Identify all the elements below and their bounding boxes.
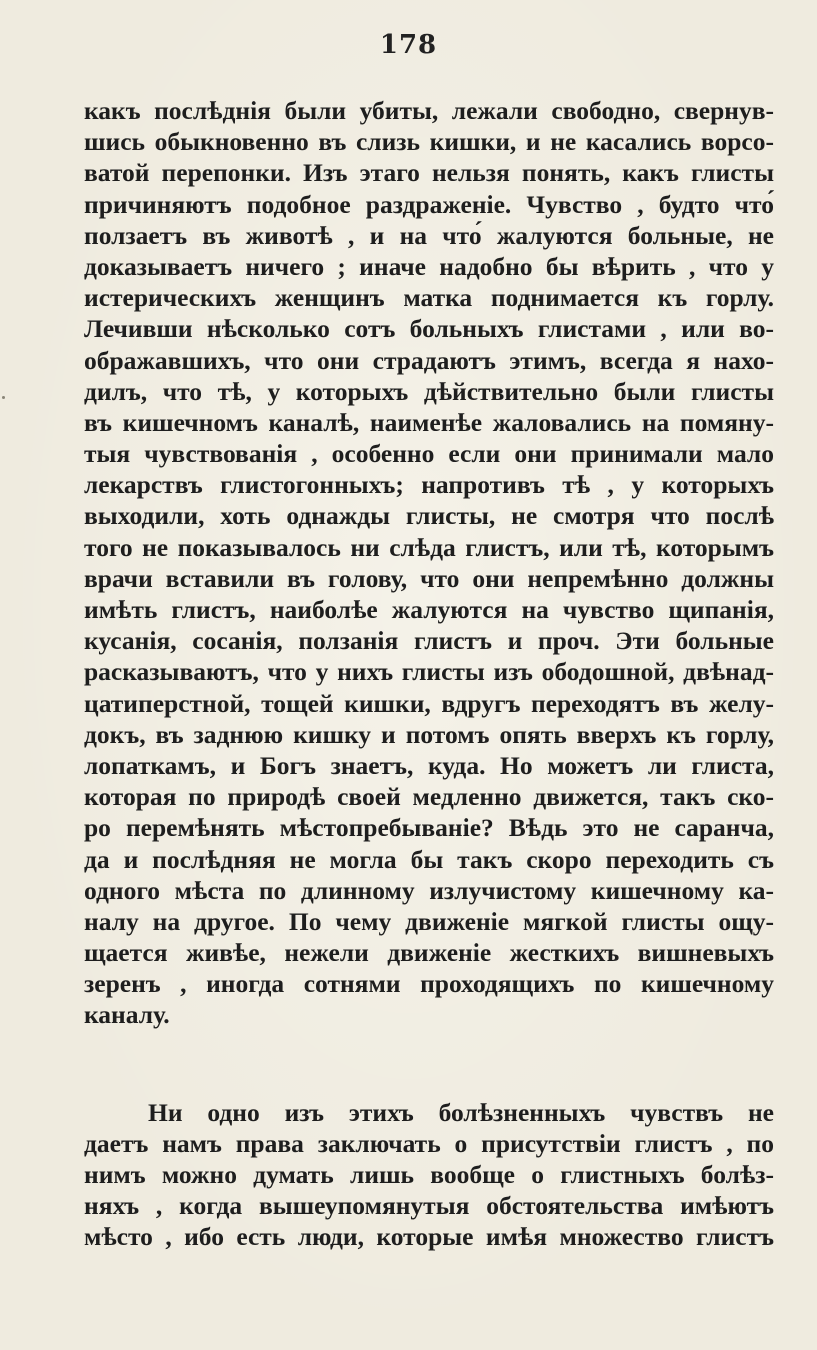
text-line: мѣсто , ибо есть люди, которые имѣя множество глистъ [84, 1222, 774, 1251]
text-line: даетъ намъ права заключать о присутствіи глистъ , по [84, 1129, 774, 1158]
text-line: которая по природѣ своей медленно движется, такъ ско- [84, 782, 774, 812]
text-line: нимъ можно думать лишь вообще о глистныхъ болѣз- [84, 1160, 774, 1189]
text-line: да и послѣдняя не могла бы такъ скоро переходить съ [84, 844, 774, 874]
text-line: причиняютъ подобное раздраженіе. Чувство , будто что́ [84, 189, 774, 219]
text-line: каналу. [84, 1000, 170, 1030]
text-line: налу на другое. По чему движеніе мягкой глисты ощу- [84, 906, 774, 936]
paragraph-2 [84, 1097, 774, 1252]
text-line: какъ послѣднія были убиты, лежали свободно, свернув- [84, 96, 774, 125]
text-line: одного мѣста по длинному излучистому кишечному ка- [84, 875, 774, 905]
text-line: истерическихъ женщинъ матка поднимается къ горлу. [84, 283, 774, 313]
text-line: шись обыкновенно въ слизь кишки, и не касались ворсо- [84, 127, 774, 157]
text-line: ро перемѣнять мѣстопребываніе? Вѣдь это не саранча, [84, 813, 774, 843]
paragraph-1 [84, 95, 774, 1031]
text-line: имѣть глистъ, наиболѣе жалуются на чувство щипанія, [84, 595, 774, 624]
text-line: няхъ , когда вышеупомянутыя обстоятельства имѣютъ [84, 1191, 774, 1220]
text-line: доказываетъ ничего ; иначе надобно бы вѣрить , что у [84, 251, 774, 281]
text-line: Ни одно изъ этихъ болѣзненныхъ чувствъ не [148, 1098, 774, 1127]
text-line: ображавшихъ, что они страдаютъ этимъ, всегда я нахо- [84, 345, 774, 375]
text-line: лекарствъ глистогонныхъ; напротивъ тѣ , у которыхъ [84, 470, 774, 500]
text-line: докъ, въ заднюю кишку и потомъ опять вверхъ къ горлу, [84, 719, 774, 749]
text-line: лопаткамъ, и Богъ знаетъ, куда. Но можетъ ли глиста, [84, 750, 774, 780]
text-line: цатиперстной, тощей кишки, вдругъ переходятъ въ желу- [84, 688, 774, 718]
text-line: кусанія, сосанія, ползанія глистъ и проч. Эти больные [84, 626, 774, 656]
text-line: ватой перепонки. Изъ этаго нельзя понять, какъ глисты [84, 158, 774, 188]
text-line: врачи вставили въ голову, что они непремѣнно должны [84, 563, 774, 593]
text-line: щается живѣе, нежели движеніе жесткихъ вишневыхъ [84, 938, 774, 968]
text-line: дилъ, что тѣ, у которыхъ дѣйствительно были глисты [84, 376, 774, 406]
text-line: Лечивши нѣсколько сотъ больныхъ глистами , или во- [84, 314, 774, 344]
text-line: зеренъ , иногда сотнями проходящихъ по кишечному [84, 969, 774, 999]
text-line: расказываютъ, что у нихъ глисты изъ ободошной, двѣнад- [84, 657, 774, 687]
text-line: выходили, хоть однажды глисты, не смотря что послѣ [84, 501, 774, 531]
page-number: 178 [379, 30, 438, 60]
text-line: тыя чувствованія , особенно если они принимали мало [84, 439, 774, 469]
text-line: ползаетъ въ животѣ , и на что́ жалуются больные, не [84, 220, 774, 250]
margin-speck [2, 396, 5, 399]
text-line: въ кишечномъ каналѣ, наименѣе жаловались на помяну- [84, 407, 774, 437]
text-line: того не показывалось ни слѣда глистъ, или тѣ, которымъ [84, 532, 774, 562]
